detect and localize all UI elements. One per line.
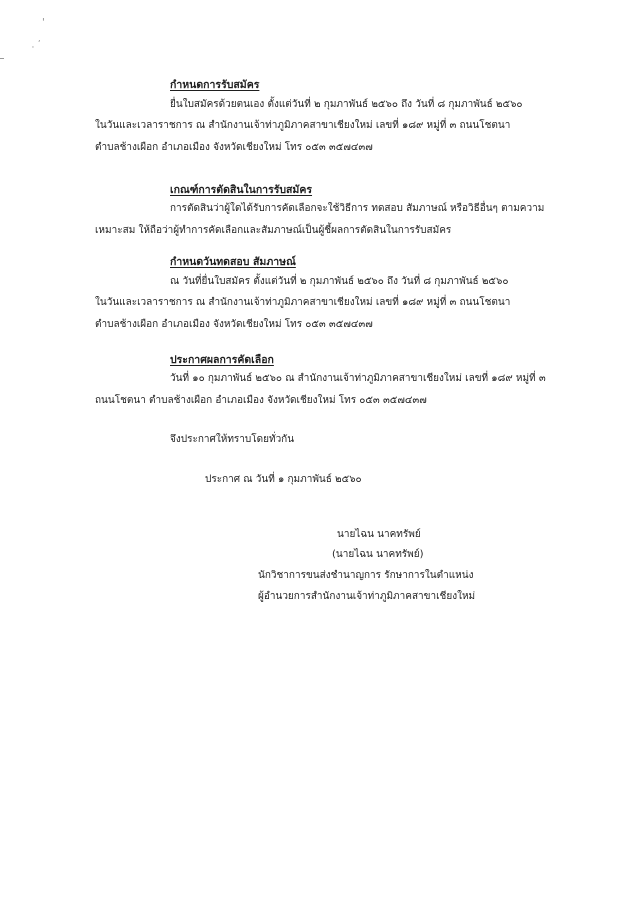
scan-speck: ' [42, 17, 45, 28]
results-line-2: ถนนโชตนา ตำบลช้างเผือก อำเภอเมือง จังหวัดเชียงใหม่ โทร ๐๕๓ ๓๕๗๔๓๗ [95, 395, 427, 406]
results-line-1: วันที่ ๑๐ กุมภาพันธ์ ๒๕๖๐ ณ สำนักงานเจ้าท่าภูมิภาคสาขาเชียงใหม่ เลขที่ ๑๘๙ หมู่ที่ ๓ [170, 373, 546, 384]
test-interview-line-1: ณ วันที่ยื่นใบสมัคร ตั้งแต่วันที่ ๒ กุมภาพันธ์ ๒๕๖๐ ถึง วันที่ ๘ กุมภาพันธ์ ๒๕๖๐ [170, 276, 509, 287]
selection-criteria-line-1: การตัดสินว่าผู้ใดได้รับการคัดเลือกจะใช้วิธีการ ทดสอบ สัมภาษณ์ หรือวิธีอื่นๆ ตามความ [170, 203, 545, 214]
application-period-line-2: ในวันและเวลาราชการ ณ สำนักงานเจ้าท่าภูมิภาคสาขาเชียงใหม่ เลขที่ ๑๘๙ หมู่ที่ ๓ ถนนโชตนา [95, 120, 511, 131]
heading-application-period: กำหนดการรับสมัคร [170, 79, 260, 91]
heading-test-interview: กำหนดวันทดสอบ สัมภาษณ์ [170, 256, 296, 268]
application-period-line-3: ตำบลช้างเผือก อำเภอเมือง จังหวัดเชียงใหม่ โทร ๐๕๓ ๓๕๗๔๓๗ [95, 142, 373, 153]
closing-statement: จึงประกาศให้ทราบโดยทั่วกัน [170, 434, 295, 445]
scan-speck: ' [32, 45, 34, 53]
signatory-position-line-2: ผู้อำนวยการสำนักงานเจ้าท่าภูมิภาคสาขาเชียงใหม่ [258, 591, 476, 602]
scan-speck: , [38, 34, 41, 43]
heading-selection-criteria: เกณฑ์การตัดสินในการรับสมัคร [170, 184, 313, 196]
announcement-date: ประกาศ ณ วันที่ ๑ กุมภาพันธ์ ๒๕๖๐ [205, 474, 362, 485]
test-interview-line-3: ตำบลช้างเผือก อำเภอเมือง จังหวัดเชียงใหม่ โทร ๐๕๓ ๓๕๗๔๓๗ [95, 319, 373, 330]
application-period-line-1: ยื่นใบสมัครด้วยตนเอง ตั้งแต่วันที่ ๒ กุมภาพันธ์ ๒๕๖๐ ถึง วันที่ ๘ กุมภาพันธ์ ๒๕๖๐ [170, 99, 523, 110]
signatory-name: นายไฉน นาคทรัพย์ [337, 529, 421, 540]
scan-margin-mark [0, 58, 4, 59]
test-interview-line-2: ในวันและเวลาราชการ ณ สำนักงานเจ้าท่าภูมิภาคสาขาเชียงใหม่ เลขที่ ๑๘๙ หมู่ที่ ๓ ถนนโชตนา [95, 297, 511, 308]
signatory-position-line-1: นักวิชาการขนส่งชำนาญการ รักษาการในตำแหน่ง [258, 570, 474, 581]
heading-results: ประกาศผลการคัดเลือก [170, 354, 274, 366]
signatory-name-parenthesized: (นายไฉน นาคทรัพย์) [332, 549, 424, 560]
selection-criteria-line-2: เหมาะสม ให้ถือว่าผู้ทำการคัดเลือกและสัมภาษณ์เป็นผู้ชี้ผลการตัดสินในการรับสมัคร [95, 225, 452, 236]
